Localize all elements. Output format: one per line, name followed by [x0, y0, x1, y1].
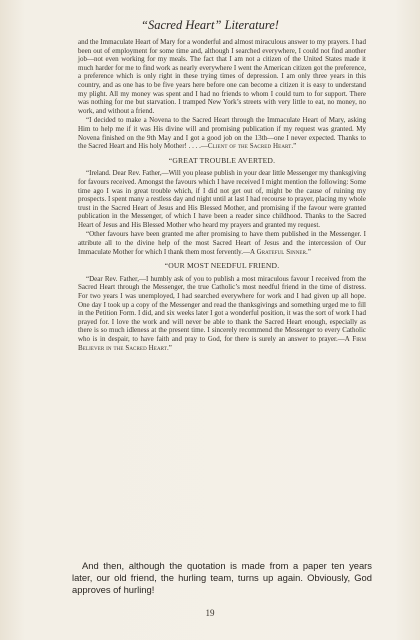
- letter-heading: “OUR MOST NEEDFUL FRIEND.: [164, 261, 280, 271]
- letter-signature: Client of the Sacred Heart.”: [207, 142, 297, 151]
- page-title: “Sacred Heart” Literature!: [141, 18, 279, 32]
- letter-paragraph: “Other favours have been granted me after promising to have them published in the Messenger. I attribute all to the divine help of the most Sacred Heart of Jesus and the intercession of Our Immaculate Mother for which I thank them most fervently.—A Grateful Sinner.”: [78, 230, 366, 256]
- letter-paragraph: “I decided to make a Novena to the Sacred Heart through the Immaculate Heart of Mary, asking Him to help me if it was His divine will and promising publication if my request was granted. My Novena finished on the 9th May and I got a good job on the 13th—one I never expected. Thanks to the Sacred Heart and His holy Mother! . . . .—Client of the Sacred Heart.”: [78, 116, 366, 151]
- closing-paragraph: And then, although the quotation is made from a paper ten years later, our old friend, the hurling team, turns up again. Obviously, God approves of hurling!: [72, 560, 372, 595]
- letter-paragraph: and the Immaculate Heart of Mary for a wonderful and almost miraculous answer to my prayers. I had been out of employment for some time and, although I searched everywhere, I could not find another job—not even working for my meals. The fact that I am not a citizen of the United States made it much harder for me to find work as nearly everywhere I went the American citizen got the preference, a preference which is only right in these trying times of depression. I am only three years in this country, and as one has to be five years here before one can become a citizen it is easy to understand my plight. All my money was spent and I had no friends to whom I could turn to for support. There was nothing for me but starvation. I tramped New York’s streets with very little to eat, no money, no work, and without a friend.: [78, 38, 366, 115]
- letter-signature: A Grateful Sinner.”: [249, 247, 312, 256]
- quoted-letters-column: [78, 38, 366, 352]
- letter-our-most-needful-friend: [78, 262, 366, 352]
- letter-paragraph: “Ireland. Dear Rev. Father,—Will you please publish in your dear little Messenger my thanksgiving for favours received. Amongst the favours which I have received I might mention the following: Some time ago I was in great trouble which, if I did not get out of, might be the cause of ruining my prospects. I spent many a restless day and night until at last I had recourse to prayer, placing my whole trust in the Sacred Heart of Jesus and His Blessed Mother, and promising if the favour were granted publication in the Messenger, of which I have been a reader since childhood. Thanks to the Sacred Heart of Jesus and His Blessed Mother who heard my prayers and granted my request.: [78, 169, 366, 229]
- letter-heading: “GREAT TROUBLE AVERTED.: [168, 155, 276, 165]
- letter-paragraph: “Dear Rev. Father,—I humbly ask of you to publish a most miraculous favour I received from the Sacred Heart through the Messenger, the true Catholic’s most needful friend in the time of distress. For two years I was unemployed, I had searched everywhere for work and I had given up all hope. One day I took up a copy of the Messenger and read the thanksgivings and something urged me to fill in the Petition Form. I did, and six weeks later I got a wonderful position, it was the sort of work I had prayed for. I love the work and will never be able to thank the Sacred Heart enough, especially as there is so much idleness at the present time. I sincerely recommend the Messenger to every Catholic who is in despair, to have faith and pray to God, for there is surely an answer to prayer.—A Firm Believer in the Sacred Heart.”: [78, 274, 367, 352]
- letter-great-trouble-averted: [78, 157, 366, 257]
- letter-signature: A Firm Believer in the Sacred Heart.”: [78, 335, 367, 352]
- page-number: 19: [205, 608, 215, 618]
- letter-client-of-sacred-heart: [78, 38, 366, 151]
